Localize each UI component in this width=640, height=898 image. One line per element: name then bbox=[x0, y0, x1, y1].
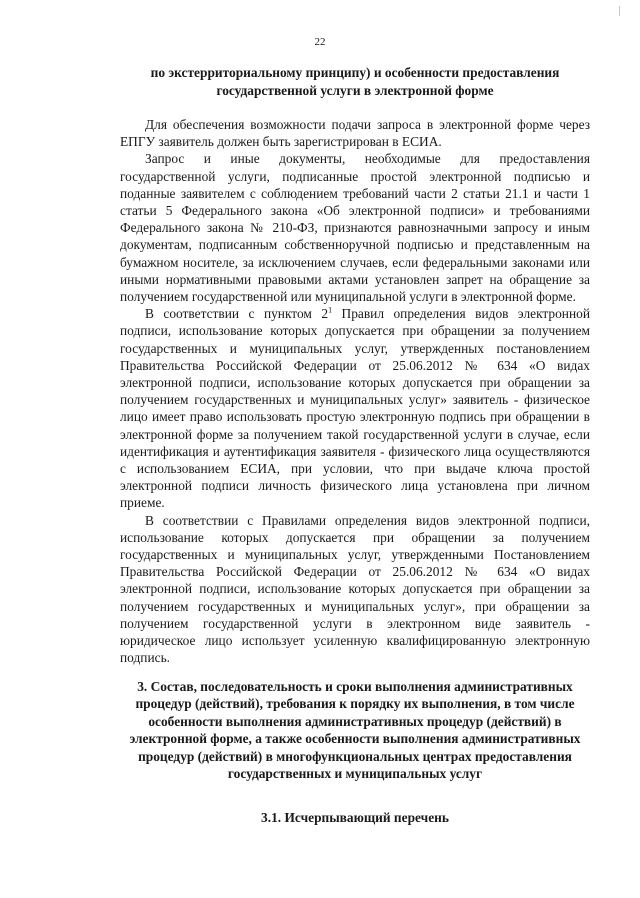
paragraph-3-start: В соответствии с пунктом 2 bbox=[145, 306, 329, 322]
paragraph-4: В соответствии с Правилами определения видов электронной подписи, использование которых допускается при обращении за получением государственных и муниципальных услуг, утвержденными Постановлением Правительства Российской Федерации от 25.06.2012 № 634 «О видах электронной подписи, использование которых допускается при обращении за получением государственных и муниципальных услуг», при обращении за получением государственной услуги в электронном виде заявитель - юридическое лицо использует усиленную квалифицированную электронную подпись. bbox=[120, 512, 590, 666]
spacer bbox=[120, 783, 590, 809]
spacer bbox=[120, 99, 590, 116]
heading-continued: по экстерриториальному принципу) и особенности предоставления государственной услуги в электронной форме bbox=[150, 65, 560, 98]
paragraph-2: Запрос и иные документы, необходимые для предоставления государственной услуги, подписанные простой электронной подписью и поданные заявителем с соблюдением требований части 2 статьи 21.1 и части 1 статьи 5 Федерального закона «Об электронной подписи» и требованиями Федерального закона № 210-ФЗ, признаются равнозначными запросу и иным документам, подписанным собственноручной подписью и представленным на бумажном носителе, за исключением случаев, если федеральными законами или иными нормативными правовыми актами установлен запрет на обращение за получением государственной или муниципальной услуги в электронной форме. bbox=[120, 151, 590, 305]
spacer bbox=[120, 667, 590, 678]
subsection-3-1-heading: 3.1. Исчерпывающий перечень bbox=[261, 809, 449, 825]
scan-mark bbox=[619, 6, 620, 16]
footnote-superscript: 1 bbox=[328, 305, 333, 315]
section-3-heading: 3. Состав, последовательность и сроки выполнения административных процедур (действий), требования к порядку их выполнения, в том числе особенности выполнения административных процедур (действий) в электронной форме, а также особенности выполнения административных процедур (действий) в многофункциональных центрах предоставления государственных и муниципальных услуг bbox=[129, 678, 581, 781]
page-content bbox=[120, 64, 590, 826]
paragraph-1: Для обеспечения возможности подачи запроса в электронной форме через ЕПГУ заявитель должен быть зарегистрирован в ЕСИА. bbox=[120, 117, 590, 150]
page-number: 22 bbox=[314, 36, 326, 48]
paragraph-3-rest: Правил определения видов электронной подписи, использование которых допускается при обращении за получением государственных и муниципальных услуг, утвержденных постановлением Правительства Российской Федерации от 25.06.2012 № 634 «О видах электронной подписи, использование которых допускается при обращении за получением государственных и муниципальных услуг» заявитель - физическое лицо имеет право использовать простую электронную подпись при обращении в электронной форме за получением такой государственной услуги в случае, если идентификация и аутентификация заявителя - физического лица осуществляются с использованием ЕСИА, при условии, что при выдаче ключа простой электронной подписи личность физического лица установлена при личном приеме. bbox=[120, 306, 590, 511]
paragraph-3 bbox=[120, 305, 590, 511]
